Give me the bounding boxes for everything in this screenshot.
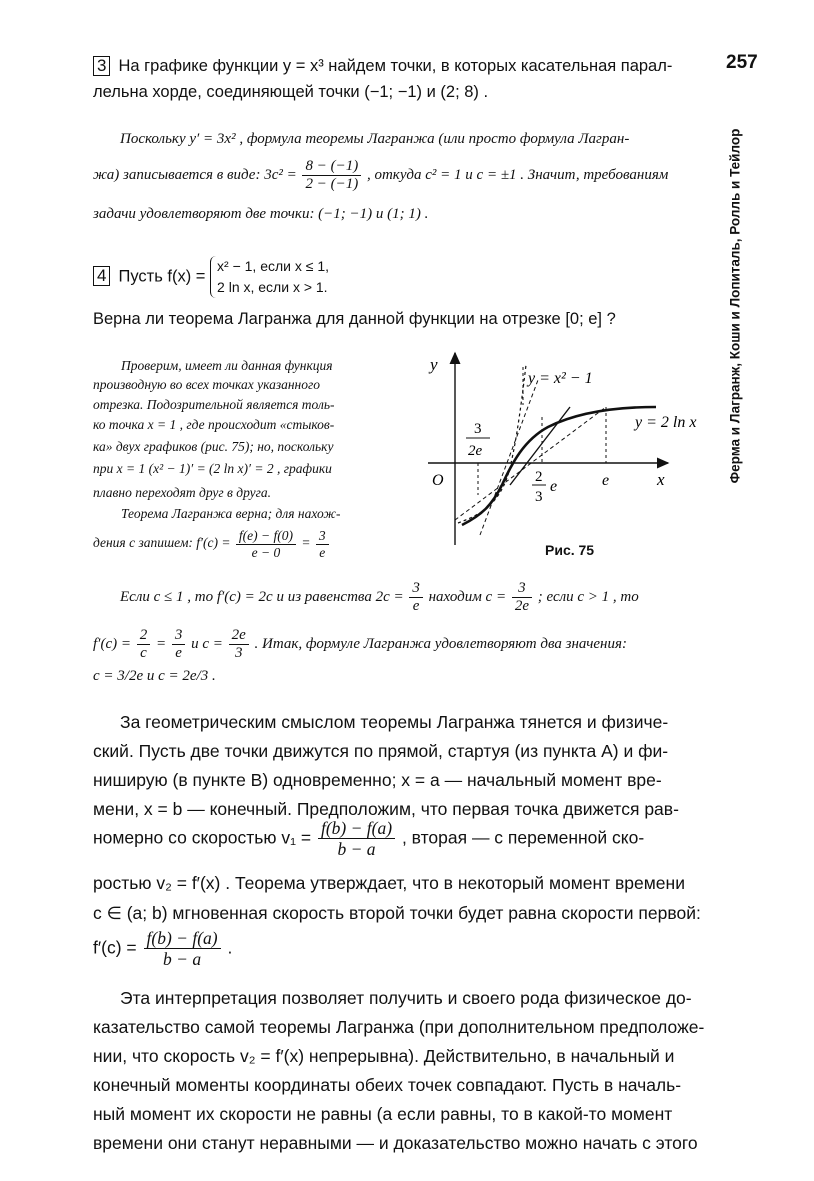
main-text: , вторая — с переменной ско- bbox=[401, 827, 645, 848]
piecewise-definition bbox=[210, 256, 329, 298]
tangent-line-1 bbox=[480, 380, 538, 535]
fraction bbox=[137, 627, 151, 663]
fraction-denominator: b − a bbox=[337, 839, 376, 860]
main-paragraph-2-line-5: ный момент их скорости не равны (а если равны, то в какой-то момент bbox=[93, 1104, 673, 1124]
fraction bbox=[172, 627, 186, 663]
log-curve bbox=[462, 407, 656, 525]
fraction-denominator: e bbox=[412, 598, 420, 615]
solution-line: Проверим, имеет ли данная функция bbox=[121, 358, 333, 373]
fraction-denominator: 3 bbox=[234, 645, 243, 662]
running-header bbox=[722, 96, 748, 516]
fraction bbox=[512, 580, 532, 616]
fraction-denominator: b − a bbox=[163, 949, 202, 970]
solution-text: дения c запишем: f′(c) = bbox=[93, 535, 231, 551]
fraction-denominator: e bbox=[319, 544, 326, 560]
fraction-numerator: 3 bbox=[172, 627, 186, 645]
solution-text: , откуда c² = 1 и c = ±1 . Значит, требованиям bbox=[366, 167, 669, 184]
fraction bbox=[409, 580, 423, 616]
main-text: f′(c) = bbox=[93, 937, 137, 958]
conclusion-text: и c = bbox=[191, 636, 223, 653]
conclusion-text: ; если c > 1 , то bbox=[537, 589, 639, 606]
solution-line: производную во всех точках указанного bbox=[93, 377, 321, 392]
problem-4-statement bbox=[93, 256, 329, 298]
solution-line-derivative bbox=[93, 528, 331, 560]
main-text: . bbox=[227, 937, 233, 958]
tick-23-den: 3 bbox=[535, 489, 543, 505]
conclusion-line-3: c = 3/2e и c = 2e/3 . bbox=[93, 668, 216, 684]
main-paragraph-1-line-6: ростью v₂ = f′(x) . Теорема утверждает, что в некоторый момент времени bbox=[93, 873, 685, 893]
figure-caption: Рис. 75 bbox=[545, 542, 595, 558]
problem-3-solution-line-2 bbox=[93, 158, 668, 194]
equals-sign: = bbox=[301, 535, 311, 551]
y-axis-label: y bbox=[430, 355, 438, 374]
solution-line: при x = 1 (x² − 1)′ = (2 ln x)′ = 2 , графики bbox=[93, 461, 332, 476]
fraction-denominator: c bbox=[140, 645, 147, 662]
fraction-numerator: 8 − (−1) bbox=[302, 158, 361, 176]
fraction bbox=[144, 928, 221, 969]
solution-text: жа) записывается в виде: 3c² = bbox=[93, 167, 297, 184]
tick-23-e: e bbox=[550, 478, 558, 495]
main-paragraph-2-line-4: конечный моменты координаты обеих точек совпадают. Пусть в началь- bbox=[93, 1075, 682, 1095]
main-paragraph-2-line-6: времени они станут неравными — и доказательство можно начать с этого bbox=[93, 1133, 698, 1153]
fraction-numerator: 2e bbox=[229, 627, 249, 645]
conclusion-text: Если c ≤ 1 , то f′(c) = 2c и из равенства 2c = bbox=[120, 589, 404, 606]
main-paragraph-2-line-1: Эта интерпретация позволяет получить и своего рода физическое до- bbox=[120, 988, 692, 1008]
fraction-numerator: f(b) − f(a) bbox=[318, 818, 395, 839]
fraction-numerator: 3 bbox=[316, 528, 329, 545]
case-1: x² − 1, если x ≤ 1, bbox=[217, 258, 330, 274]
fraction bbox=[229, 627, 249, 663]
main-paragraph-1-line-5 bbox=[93, 818, 644, 859]
problem-4-number: 4 bbox=[93, 266, 110, 286]
fraction-numerator: 3 bbox=[512, 580, 532, 598]
conclusion-text: находим c = bbox=[428, 589, 507, 606]
problem-3-line-1: На графике функции y = x³ найдем точки, в которых касательная парал- bbox=[118, 57, 673, 75]
problem-3-solution-line-3: задачи удовлетворяют две точки: (−1; −1) и (1; 1) . bbox=[93, 206, 429, 222]
problem-3-statement bbox=[93, 56, 672, 76]
tick-32e-num: 3 bbox=[474, 421, 482, 437]
problem-3-line-2: лельна хорде, соединяющей точки (−1; −1) и (2; 8) . bbox=[93, 83, 489, 101]
main-paragraph-1-line-2: ский. Пусть две точки движутся по прямой, стартуя (из пункта A) и фи- bbox=[93, 741, 669, 761]
tick-32e-den: 2e bbox=[468, 443, 483, 459]
page-number: 257 bbox=[726, 52, 758, 73]
fraction-denominator: e bbox=[175, 645, 182, 662]
conclusion-text: f′(c) = bbox=[93, 636, 131, 653]
fraction bbox=[302, 158, 361, 194]
main-paragraph-1-line-3: ниширую (в пункте B) одновременно; x = a — начальный момент вре- bbox=[93, 770, 662, 790]
main-paragraph-1-formula bbox=[93, 928, 232, 969]
solution-line: ка» двух графиков (рис. 75); но, поскольку bbox=[93, 439, 334, 454]
fraction bbox=[316, 528, 329, 560]
equals-sign: = bbox=[155, 636, 167, 653]
main-paragraph-1-line-1: За геометрическим смыслом теоремы Лагранжа тянется и физиче- bbox=[120, 712, 669, 732]
problem-3-solution-line-1: Поскольку y′ = 3x² , формула теоремы Лагранжа (или просто формула Лагран- bbox=[120, 131, 630, 147]
main-paragraph-1-line-4: мени, x = b — конечный. Предположим, что первая точка движется рав- bbox=[93, 799, 679, 819]
tick-e: e bbox=[602, 472, 610, 489]
fraction-numerator: 2 bbox=[137, 627, 151, 645]
running-header-text: Ферма и Лагранж, Коши и Лопиталь, Ролль и Тейлор bbox=[727, 128, 743, 484]
main-paragraph-1-line-7: c ∈ (a; b) мгновенная скорость второй точки будет равна скорости первой: bbox=[93, 903, 701, 923]
main-paragraph-2-line-2: казательство самой теоремы Лагранжа (при дополнительном предположе- bbox=[93, 1017, 705, 1037]
fraction-numerator: f(b) − f(a) bbox=[144, 928, 221, 949]
problem-3-number: 3 bbox=[93, 56, 110, 76]
problem-4-question: Верна ли теорема Лагранжа для данной функции на отрезке [0; e] ? bbox=[93, 310, 616, 328]
solution-line: ко точка x = 1 , где происходит «стыков- bbox=[93, 417, 335, 432]
problem-4-lead: Пусть f(x) = bbox=[118, 267, 206, 286]
fraction-numerator: f(e) − f(0) bbox=[236, 528, 296, 545]
case-2: 2 ln x, если x > 1. bbox=[217, 279, 328, 295]
x-axis-label: x bbox=[657, 470, 665, 489]
origin-label: O bbox=[432, 472, 444, 489]
solution-line: плавно переходят друг в друга. bbox=[93, 485, 272, 500]
main-text: номерно со скоростью v₁ = bbox=[93, 827, 312, 848]
fraction-denominator: 2e bbox=[514, 598, 529, 615]
conclusion-text: . Итак, формуле Лагранжа удовлетворяют два значения: bbox=[254, 636, 627, 653]
fraction-denominator: 2 − (−1) bbox=[305, 176, 359, 193]
tick-23-num: 2 bbox=[535, 469, 543, 485]
log-label: y = 2 ln x bbox=[635, 414, 697, 431]
solution-line: Теорема Лагранжа верна; для нахож- bbox=[121, 506, 341, 521]
figure-75 bbox=[420, 345, 720, 575]
parabola-label: y = x² − 1 bbox=[528, 370, 593, 387]
fraction bbox=[236, 528, 296, 560]
fraction-denominator: e − 0 bbox=[251, 544, 281, 560]
main-paragraph-2-line-3: нии, что скорость v₂ = f′(x) непрерывна). Действительно, в начальный и bbox=[93, 1046, 675, 1066]
solution-line: отрезка. Подозрительной является толь- bbox=[93, 397, 335, 412]
fraction bbox=[318, 818, 395, 859]
fraction-numerator: 3 bbox=[409, 580, 423, 598]
conclusion-line-2 bbox=[93, 627, 627, 663]
conclusion-line-1 bbox=[120, 580, 639, 616]
